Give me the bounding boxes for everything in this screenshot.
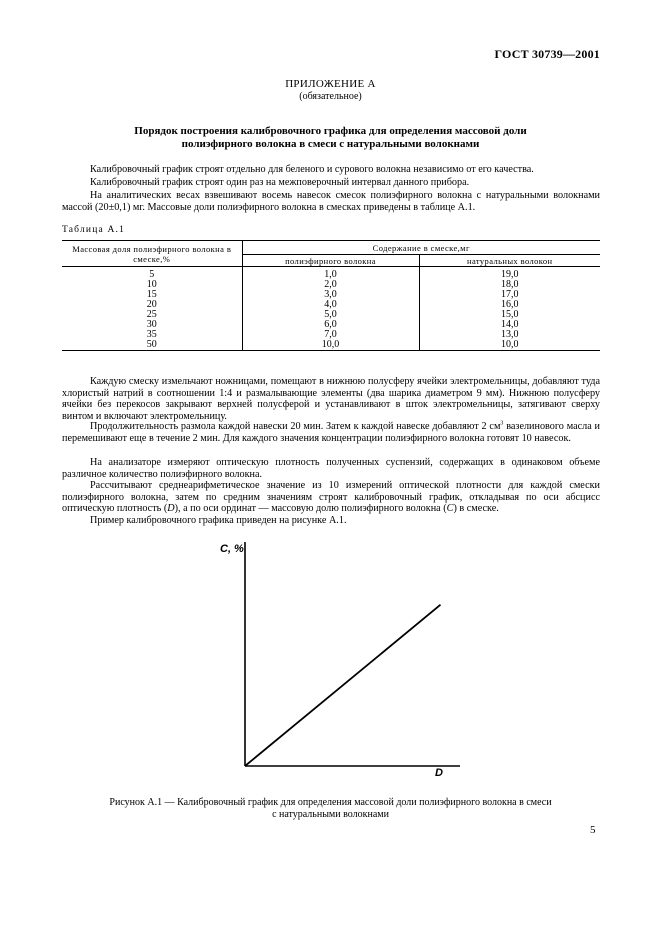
paragraph-7-symbol-c: C xyxy=(446,503,454,515)
table-cell: 15,0 xyxy=(419,310,600,320)
paragraph-4: Каждую смеску измельчают ножницами, помещают в нижнюю полусферу ячейки электромельницы, добавляют туда хлористый натрий в соотношении 1:4 и размалывающие элементы (два шарика диаметром 9 мм). Нижнюю полусферу ячейки без перекосов закрывают верхней полусферой и устанавливают в шток электромельницы, затягивают сверху винтом и включают электромельницу. xyxy=(62,376,600,422)
paragraph-7-text-a: Рассчитывают среднеарифметическое значение из 10 измерений оптической плотности для каждой смески полиэфирного волокна, затем по средним значениям строят калибровочный график, откладывая по оси абсцисс оптическую плотность ( xyxy=(62,480,600,515)
paragraph-7-symbol-d: D xyxy=(167,503,175,515)
figure-caption-line1: Рисунок А.1 — Калибровочный график для определения массовой доли полиэфирного волокна в смеси xyxy=(109,797,552,808)
col-header-mass-fraction: Массовая доля полиэфирного волокна в смеске,% xyxy=(62,241,242,267)
figure-caption-line2: с натуральными волокнами xyxy=(272,809,389,820)
table-cell: 16,0 xyxy=(419,300,600,310)
table-cell: 20 xyxy=(146,299,157,310)
table-cell: 15 xyxy=(146,289,157,300)
table-cell: 17,0 xyxy=(419,290,600,300)
x-axis-label: D xyxy=(435,767,443,779)
paragraph-7-text-b: ), а по оси ординат — массовую долю полиэфирного волокна ( xyxy=(174,503,447,515)
paragraph-5-text-a: Продолжительность размола каждой навески 20 мин. Затем к каждой навеске добавляют 2 см xyxy=(90,421,501,432)
table-cell: 5 xyxy=(149,269,155,280)
figure-caption xyxy=(0,797,661,821)
table-cell: 25 xyxy=(146,309,157,320)
table-cell: 7,0 xyxy=(242,330,419,340)
paragraph-7-text-c: ) в смеске. xyxy=(453,503,499,515)
table-cell: 30 xyxy=(146,319,157,330)
table-caption: Таблица А.1 xyxy=(62,225,126,235)
paragraph-6: На анализаторе измеряют оптическую плотность полученных суспензий, содержащих в одинаковом объеме различное количество полиэфирного волокна. xyxy=(62,457,600,480)
chart-series xyxy=(245,605,441,766)
section-heading-line1: Порядок построения калибровочного графика для определения массовой доли xyxy=(134,125,527,137)
table-cell: 19,0 xyxy=(419,267,600,281)
table-cell: 35 xyxy=(146,329,157,340)
table-cell: 6,0 xyxy=(242,320,419,330)
paragraph-5-superscript: 3 xyxy=(500,420,504,427)
col-header-polyester: полиэфирного волокна xyxy=(242,255,419,267)
table-cell: 18,0 xyxy=(419,280,600,290)
table-cell: 10,0 xyxy=(242,340,419,351)
appendix-status: (обязательное) xyxy=(299,91,362,102)
table-cell: 4,0 xyxy=(242,300,419,310)
paragraph-1: Калибровочный график строят отдельно для беленого и сурового волокна независимо от его качества. xyxy=(90,164,534,175)
table-cell: 10 xyxy=(146,279,157,290)
table-cell: 13,0 xyxy=(419,330,600,340)
paragraph-8: Пример калибровочного графика приведен на рисунке А.1. xyxy=(90,515,347,526)
paragraph-5-text-b: вазелинового масла и перемешивают еще в течение 2 мин. Для каждого значения концентрации полиэфирного волокна готовят 10 навесок. xyxy=(62,421,600,444)
calibration-line xyxy=(245,605,441,766)
table-cell: 1,0 xyxy=(242,267,419,281)
paragraph-3: На аналитических весах взвешивают восемь навесок смесок полиэфирного волокна с натуральными волокнами массой (20±0,1) мг. Массовые доли полиэфирного волокна в смесках приведены в таблице А.1. xyxy=(62,190,600,213)
paragraph-2: Калибровочный график строят один раз на межповерочный интервал данного прибора. xyxy=(90,177,470,188)
page-number: 5 xyxy=(590,824,596,836)
table-cell: 3,0 xyxy=(242,290,419,300)
table-cell: 14,0 xyxy=(419,320,600,330)
section-heading-line2: полиэфирного волокна в смеси с натуральными волокнами xyxy=(181,138,480,150)
table-cell: 50 xyxy=(62,340,242,351)
col-header-natural: натуральных волокон xyxy=(419,255,600,267)
group-header-content: Содержание в смеске,мг xyxy=(242,241,600,255)
table-cell: 5,0 xyxy=(242,310,419,320)
y-axis-label: C, % xyxy=(220,543,244,555)
standard-number: ГОСТ 30739—2001 xyxy=(494,47,600,61)
table-cell: 10,0 xyxy=(419,340,600,351)
table-cell: 2,0 xyxy=(242,280,419,290)
appendix-title: ПРИЛОЖЕНИЕ А xyxy=(285,78,376,90)
